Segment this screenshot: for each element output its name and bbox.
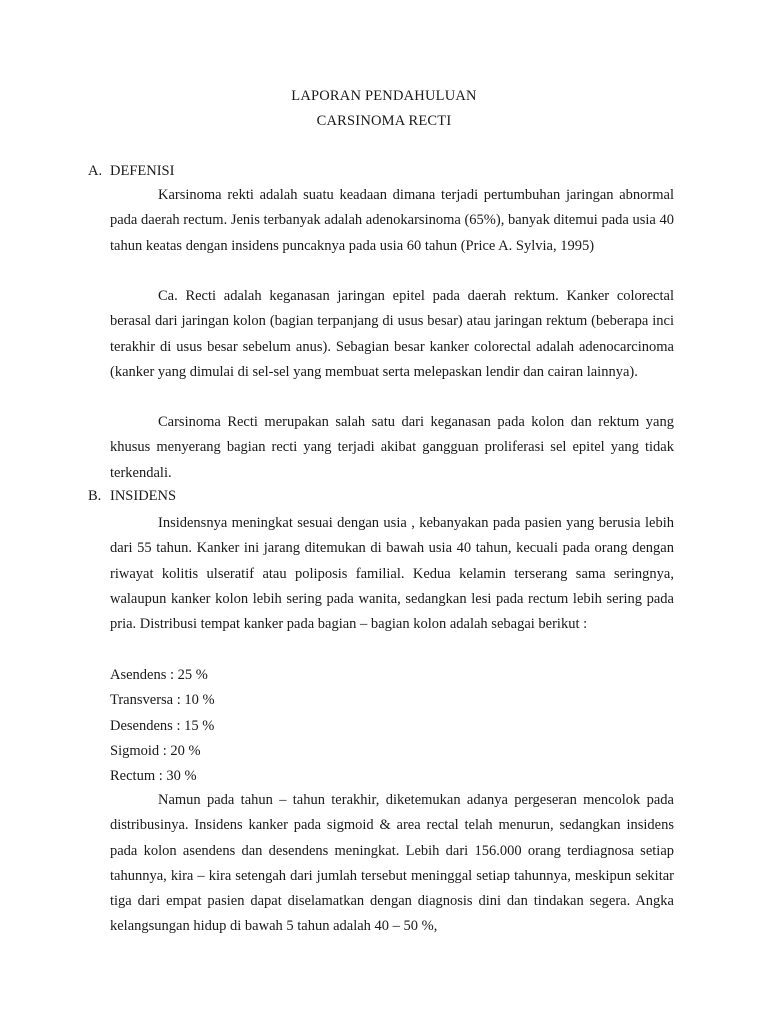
list-item: Sigmoid : 20 % <box>110 742 201 759</box>
section-heading-text: INSIDENS <box>110 488 177 504</box>
document-title: LAPORAN PENDAHULUAN <box>291 88 477 104</box>
section-heading-text: DEFENISI <box>110 163 175 179</box>
paragraph-defenisi-3: Carsinoma Recti merupakan salah satu dari keganasan pada kolon dan rektum yang khusus menyerang bagian recti yang terjadi akibat gangguan proliferasi sel epitel yang tidak terkendali. <box>110 414 674 481</box>
section-marker: B. <box>88 488 102 504</box>
distribution-list <box>110 663 215 789</box>
section-heading-defenisi <box>88 163 174 180</box>
list-item: Rectum : 30 % <box>110 768 197 785</box>
list-item: Desendens : 15 % <box>110 717 215 734</box>
list-item: Transversa : 10 % <box>110 692 215 709</box>
paragraph-insidens-closing: Namun pada tahun – tahun terakhir, diketemukan adanya pergeseran mencolok pada distribusinya. Insidens kanker pada sigmoid & area rectal telah menurun, sedangkan insidens pada kolon asendens dan desendens meningkat. Lebih dari 156.000 orang terdiagnosa setiap tahunnya, kira – kira setengah dari jumlah tersebut meninggal setiap tahunnya, meskipun sekitar tiga dari empat pasien dapat diselamatkan dengan diagnosis dini dan tindakan segera. Angka kelangsungan hidup di bawah 5 tahun adalah 40 – 50 %, <box>110 792 674 935</box>
paragraph-defenisi-1: Karsinoma rekti adalah suatu keadaan dimana terjadi pertumbuhan jaringan abnormal pada daerah rectum. Jenis terbanyak adalah adenokarsinoma (65%), banyak ditemui pada usia 40 tahun keatas dengan insidens puncaknya pada usia 60 tahun (Price A. Sylvia, 1995) <box>110 187 674 254</box>
document-subtitle: CARSINOMA RECTI <box>316 113 452 129</box>
paragraph-insidens-intro: Insidensnya meningkat sesuai dengan usia , kebanyakan pada pasien yang berusia lebih dari 55 tahun. Kanker ini jarang ditemukan di bawah usia 40 tahun, kecuali pada orang dengan riwayat kolitis ulseratif atau poliposis familial. Kedua kelamin terserang sama seringnya, walaupun kanker kolon lebih sering pada wanita, sedangkan lesi pada rectum lebih sering pada pria. Distribusi tempat kanker pada bagian – bagian kolon adalah sebagai berikut : <box>110 515 674 633</box>
paragraph-defenisi-2: Ca. Recti adalah keganasan jaringan epitel pada daerah rektum. Kanker colorectal berasal dari jaringan kolon (bagian terpanjang di usus besar) atau jaringan rektum (beberapa inci terakhir di usus besar sebelum anus). Sebagian besar kanker colorectal adalah adenocarcinoma (kanker yang dimulai di sel-sel yang membuat serta melepaskan lendir dan cairan lainnya). <box>110 288 674 380</box>
section-marker: A. <box>88 163 103 179</box>
section-heading-insidens <box>88 488 176 505</box>
list-item: Asendens : 25 % <box>110 667 208 683</box>
